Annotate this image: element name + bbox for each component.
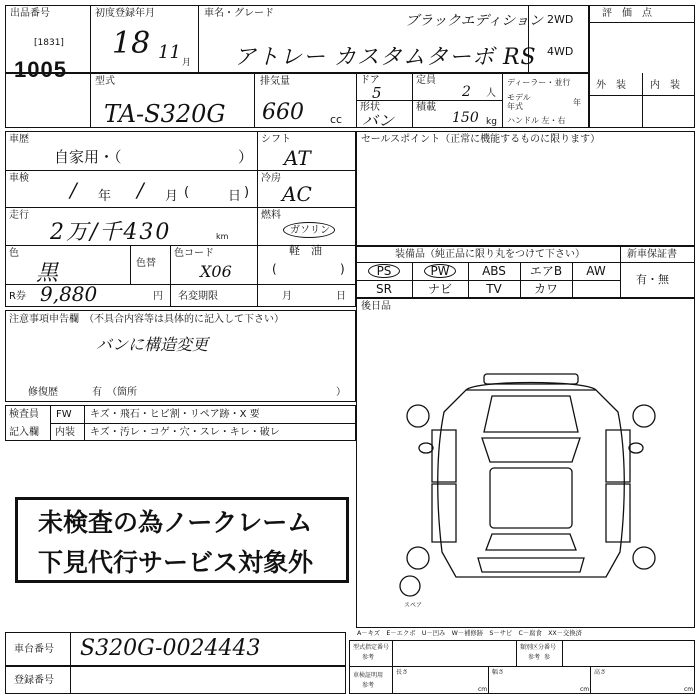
stamp-line-1: 未検査の為ノークレーム — [38, 508, 313, 537]
mileage-value: 2万/千430 — [50, 220, 172, 245]
displacement-unit: cc — [330, 113, 343, 126]
reg-box — [5, 666, 346, 694]
name-change-label: 名変期限 — [178, 291, 218, 302]
length-unit: cm — [478, 686, 488, 693]
color-code-value: X06 — [200, 262, 232, 281]
name-change-day: 日 — [336, 291, 346, 302]
dealer-label: ディーラー・並行 — [507, 78, 571, 87]
height-unit: cm — [684, 686, 694, 693]
width-label: 幅さ — [492, 669, 505, 676]
ac-value: AC — [282, 182, 312, 206]
history-close: ） — [238, 148, 254, 166]
color-code-label: 色コード — [174, 248, 214, 259]
lot-label: 出品番号 — [10, 8, 50, 19]
sales-point-box — [356, 131, 695, 246]
type-cert-label: 型式指定番号 — [353, 644, 390, 651]
inspector-fw-label: FW — [56, 409, 72, 420]
equip-sr: SR — [376, 282, 392, 296]
repaint-label: 色替 — [136, 258, 156, 269]
equip-abs: ABS — [482, 264, 506, 278]
shape-value: バン — [362, 111, 395, 130]
mileage-label: 走行 — [9, 210, 29, 221]
first-reg-month: 11 — [158, 42, 181, 63]
height-label: 高さ — [594, 669, 607, 676]
lot-code: [1831] — [34, 38, 64, 48]
fuel-label: 燃料 — [261, 210, 281, 221]
score-label: 評 価 点 — [602, 8, 652, 19]
drive-4wd: 4WD — [547, 45, 574, 58]
length-label: 長さ — [396, 669, 409, 676]
load-value: 150 — [452, 110, 479, 126]
recycle-value: 9,880 — [40, 282, 98, 306]
repair-value: 有 （箇所 — [92, 387, 137, 398]
model-value: TA-S320G — [104, 100, 226, 128]
capacity-unit: 人 — [486, 88, 496, 99]
notes-label: 注意事項申告欄 （不具合内容等は具体的に記入して下さい） — [9, 314, 284, 325]
category-ref: 参考 — [528, 654, 541, 661]
sales-point-label: セールスポイント（正常に機能するものに限ります） — [361, 134, 601, 145]
displacement-label: 排気量 — [260, 76, 290, 87]
equip-tv: TV — [486, 282, 502, 296]
color-label: 色 — [9, 248, 19, 259]
drive-2wd: 2WD — [547, 13, 574, 26]
fuel-gasoline: ガソリン — [290, 225, 330, 236]
equip-leather: カワ — [533, 282, 558, 296]
stamp-line-2: 下見代行サービス対象外 — [38, 548, 314, 577]
inspector-label-1: 検査員 — [9, 409, 39, 420]
after-equipment-label: 後日品 — [361, 301, 391, 312]
equip-ps: PS — [376, 264, 392, 278]
ac-label: 冷房 — [261, 173, 281, 184]
model-year-unit: 年 — [573, 98, 581, 107]
recycle-label: R券 — [9, 291, 26, 302]
mileage-unit: km — [216, 232, 229, 241]
inspector-fw-text: キズ・飛石・ヒビ割・リペア跡・X 要 — [90, 409, 260, 420]
notes-value: バンに構造変更 — [96, 335, 209, 354]
first-reg-year: 18 — [112, 26, 151, 61]
capacity-label: 定員 — [416, 75, 436, 86]
chassis-label: 車台番号 — [14, 644, 54, 655]
recycle-unit: 円 — [153, 291, 163, 302]
model-label: 型式 — [95, 76, 115, 87]
exterior-label: 外 装 — [596, 80, 626, 91]
inspection-day-unit: 日 — [228, 189, 242, 204]
damage-legend: A－キズ E－エクボ U－凹み W－補修跡 S－サビ C－腐食 XX－交換済 — [357, 630, 582, 637]
warranty-label: 新車保証書 — [627, 249, 677, 260]
equip-aw: AW — [586, 264, 606, 278]
cert-ref: 参考 — [362, 682, 375, 689]
lot-number: 1005 — [14, 57, 67, 82]
car-edition: ブラックエディション — [405, 13, 544, 29]
repair-close: ） — [336, 387, 346, 398]
doors-label: ドア — [360, 75, 380, 86]
interior-label: 内 装 — [650, 80, 680, 91]
load-label: 積載 — [416, 102, 436, 113]
category-ref-value: 参 — [544, 654, 551, 661]
shift-label: シフト — [261, 134, 291, 145]
history-label: 車歴 — [9, 134, 29, 145]
width-unit: cm — [580, 686, 590, 693]
load-unit: kg — [486, 117, 497, 127]
doors-value: 5 — [372, 84, 382, 102]
equipment-label: 装備品（純正品に限り丸をつけて下さい） — [395, 249, 585, 260]
inspection-label: 車検 — [9, 173, 29, 184]
model-year-label: モデル年式 — [507, 93, 531, 111]
displacement-value: 660 — [262, 100, 304, 125]
reg-label: 登録番号 — [14, 675, 54, 686]
equip-pw: PW — [430, 264, 450, 278]
inspector-interior-label: 内装 — [55, 427, 75, 438]
inspection-year-unit: 年 — [98, 189, 112, 204]
capacity-value: 2 — [462, 84, 471, 100]
cert-label: 車検証明用 — [353, 672, 384, 679]
inspection-month: / — [137, 178, 144, 202]
first-reg-label: 初度登録年月 — [95, 8, 155, 19]
warranty-value: 有・無 — [636, 273, 669, 286]
history-value: 自家用・（ — [54, 148, 122, 166]
fuel-diesel: 軽 油 — [289, 244, 322, 257]
shift-value: AT — [284, 146, 311, 170]
repair-label: 修復歴 — [28, 387, 58, 398]
inspection-month-unit: 月 — [165, 189, 179, 204]
spare-tire-label: スペア — [404, 602, 423, 609]
equip-navi: ナビ — [427, 282, 452, 296]
category-label: 類別区分番号 — [520, 644, 557, 651]
car-damage-diagram — [396, 372, 666, 602]
car-name: アトレー カスタムターボ RS — [234, 45, 537, 70]
inspection-year: / — [70, 178, 77, 202]
equip-airbag: エアB — [529, 264, 563, 278]
inspector-interior-text: キズ・汚レ・コゲ・穴・スレ・キレ・破レ — [90, 427, 280, 438]
handle-label: ハンドル 左・右 — [507, 116, 566, 125]
type-cert-ref: 参考 — [362, 654, 375, 661]
color-value: 黒 — [36, 261, 59, 286]
inspector-label-2: 記入欄 — [9, 427, 39, 438]
car-name-label: 車名・グレード — [204, 8, 274, 19]
shape-label: 形状 — [360, 102, 380, 113]
chassis-value: S320G-0024443 — [80, 636, 261, 661]
first-reg-month-unit: 月 — [182, 58, 192, 68]
name-change-month: 月 — [282, 291, 292, 302]
